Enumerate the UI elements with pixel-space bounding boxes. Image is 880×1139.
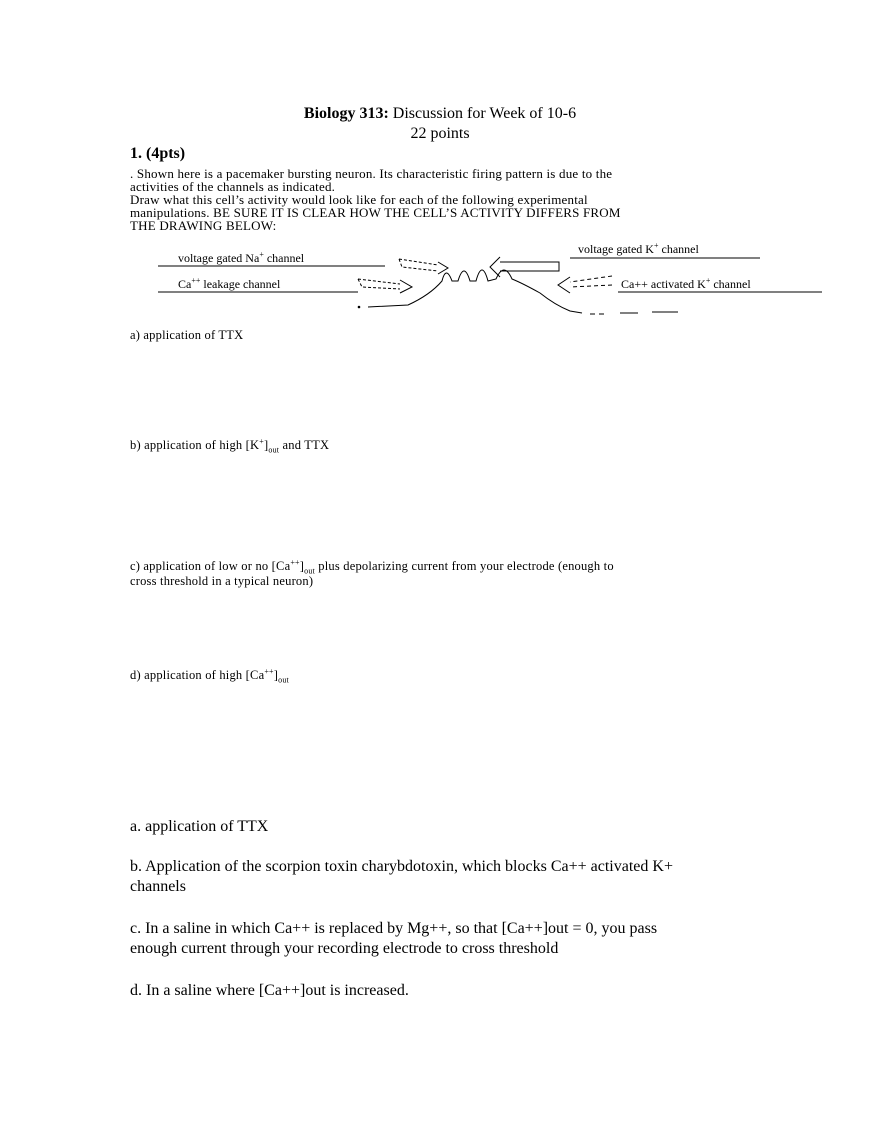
part-c-label: c) application of low or no $[Ca^{++}]_{out}$ plus depolarizing current from your electrode (enough to xyxy=(130,558,614,576)
burst-trace xyxy=(368,270,582,313)
trace-start-dot xyxy=(358,306,360,308)
k-channel-arrow-body xyxy=(500,262,559,271)
k-channel-label: voltage gated K+ channel xyxy=(578,241,699,256)
ca-activated-k-channel-label: Ca++ activated K+ channel xyxy=(621,276,751,291)
intro-line-2: activities of the channels as indicated. xyxy=(130,179,336,194)
intro-line-1: . Shown here is a pacemaker bursting neuron. Its characteristic firing pattern is due to the xyxy=(130,166,613,181)
cak-arrowhead xyxy=(558,277,570,293)
discussion-topic: Discussion for Week of 10-6 xyxy=(392,105,577,122)
na-channel-arrow xyxy=(399,259,438,271)
intro-line-3: Draw what this cell’s activity would look like for each of the following experimental xyxy=(130,192,588,207)
ca-leak-arrowhead xyxy=(400,280,412,293)
alternate-c-line-2: enough current through your recording electrode to cross threshold xyxy=(130,940,559,957)
alternate-a: a. application of TTX xyxy=(130,818,269,835)
na-channel-label: voltage gated Na+ channel xyxy=(178,250,305,265)
intro-line-5: THE DRAWING BELOW: xyxy=(130,218,277,233)
course-name: Biology 313: xyxy=(303,105,389,122)
alternate-d: d. In a saline where [Ca++]out is increased. xyxy=(130,982,409,999)
alternate-c-line-1: c. In a saline in which Ca++ is replaced by Mg++, so that [Ca++]out = 0, you pass xyxy=(130,920,658,937)
alternate-b-line-2: channels xyxy=(130,878,186,895)
cak-channel-arrow xyxy=(570,276,612,287)
part-d-label: d) application of high $[Ca^{++}]_{out}$ xyxy=(130,667,289,685)
na-arrowhead xyxy=(438,262,448,274)
total-points: 22 points xyxy=(410,125,470,142)
part-c-label-line-2: cross threshold in a typical neuron) xyxy=(130,574,314,588)
bursting-neuron-diagram xyxy=(150,235,830,320)
question-number: 1. (4pts) xyxy=(130,145,186,162)
part-b-label: b) application of high $[K^+]_{out}$ and TTX xyxy=(130,437,330,455)
part-a-label: a) application of TTX xyxy=(130,328,244,342)
ca-leak-channel-arrow xyxy=(358,279,400,289)
ca-leak-channel-label: Ca++ leakage channel xyxy=(178,276,281,291)
page-title xyxy=(0,105,880,123)
intro-line-4: manipulations. BE SURE IT IS CLEAR HOW THE CELL’S ACTIVITY DIFFERS FROM xyxy=(130,205,621,220)
alternate-b-line-1: b. Application of the scorpion toxin charybdotoxin, which blocks Ca++ activated K+ xyxy=(130,858,673,875)
